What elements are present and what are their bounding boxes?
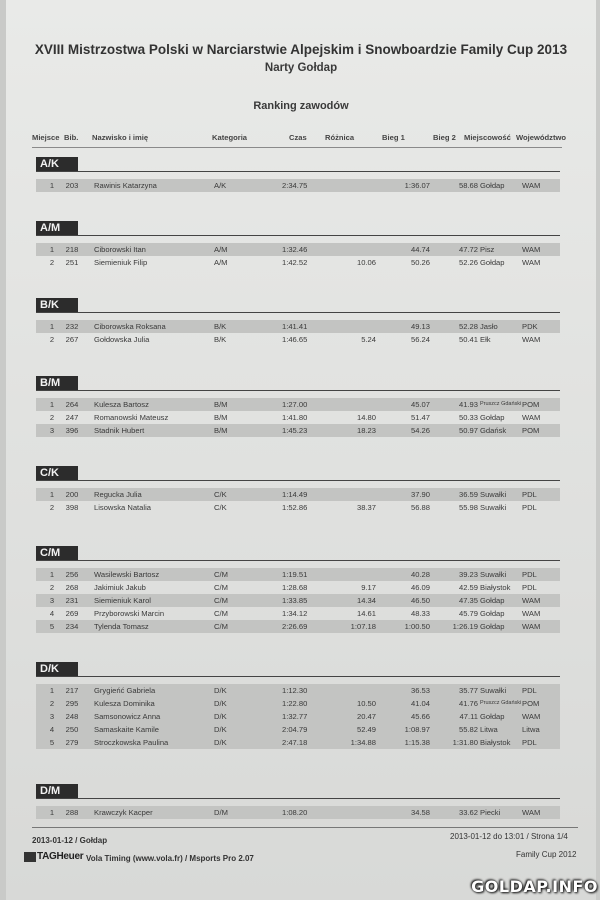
competitor-name: Kulesza Bartosz: [94, 400, 149, 409]
run-2-time: 50.41: [458, 335, 478, 344]
run-1-time: 1:00.50: [404, 622, 430, 631]
column-headers: [32, 133, 567, 148]
voivodeship: WAM: [522, 609, 541, 618]
total-time: 1:46.65: [282, 335, 308, 344]
category: C/M: [214, 609, 228, 618]
run-1-time: 41.04: [410, 699, 430, 708]
competitor-name: Tylenda Tomasz: [94, 622, 149, 631]
category-label: A/K: [36, 157, 78, 171]
position: 5: [49, 738, 55, 747]
category-divider: [36, 798, 560, 799]
run-1-time: 46.50: [410, 596, 430, 605]
competitor-name: Krawczyk Kacper: [94, 808, 153, 817]
town: Suwałki: [480, 686, 507, 695]
table-row: [36, 256, 560, 269]
bib-number: 248: [65, 712, 79, 721]
run-2-time: 52.26: [458, 258, 478, 267]
col-pos: Miejsce: [32, 133, 60, 142]
position: 1: [49, 686, 55, 695]
voivodeship: WAM: [522, 413, 541, 422]
run-2-time: 1:31.80: [452, 738, 478, 747]
position: 1: [49, 245, 55, 254]
time-difference: 52.49: [356, 725, 376, 734]
town: Białystok: [480, 583, 511, 592]
run-2-time: 47.72: [458, 245, 478, 254]
run-2-time: 36.59: [458, 490, 478, 499]
bib-number: 250: [65, 725, 79, 734]
voivodeship: WAM: [522, 258, 541, 267]
bib-number: 396: [65, 426, 79, 435]
competitor-name: Samaskaite Kamile: [94, 725, 159, 734]
bib-number: 264: [65, 400, 79, 409]
category-divider: [36, 390, 560, 391]
voivodeship: WAM: [522, 245, 541, 254]
table-row: [36, 736, 560, 749]
col-run2: Bieg 2: [433, 133, 456, 142]
bib-number: 279: [65, 738, 79, 747]
position: 1: [49, 490, 55, 499]
total-time: 1:28.68: [282, 583, 308, 592]
total-time: 1:41.80: [282, 413, 308, 422]
voivodeship: WAM: [522, 181, 541, 190]
competitor-name: Przyborowski Marcin: [94, 609, 165, 618]
total-time: 1:41.41: [282, 322, 308, 331]
town: Gdańsk: [480, 426, 507, 435]
run-1-time: 40.28: [410, 570, 430, 579]
position: 5: [49, 622, 55, 631]
col-category: Kategoria: [212, 133, 248, 142]
run-1-time: 34.58: [410, 808, 430, 817]
total-time: 1:12.30: [282, 686, 308, 695]
competitor-name: Stadnik Hubert: [94, 426, 145, 435]
voivodeship: PDL: [522, 738, 537, 747]
bib-number: 232: [65, 322, 79, 331]
category: B/K: [214, 335, 227, 344]
table-row: [36, 581, 560, 594]
run-1-time: 37.90: [410, 490, 430, 499]
table-row: [36, 320, 560, 333]
time-difference: 10.50: [356, 699, 376, 708]
competitor-name: Kulesza Dominika: [94, 699, 155, 708]
voivodeship: WAM: [522, 808, 541, 817]
bib-number: 200: [65, 490, 79, 499]
competitor-name: Samsonowicz Anna: [94, 712, 161, 721]
table-row: [36, 243, 560, 256]
category: A/K: [214, 181, 227, 190]
category: D/K: [214, 725, 227, 734]
category: B/M: [214, 400, 228, 409]
position: 2: [49, 583, 55, 592]
category-label: C/M: [36, 546, 78, 560]
col-place: Miejscowość: [464, 133, 511, 142]
category: A/M: [214, 245, 228, 254]
run-2-time: 39.23: [458, 570, 478, 579]
table-row: [36, 620, 560, 633]
category: C/M: [214, 570, 228, 579]
run-1-time: 1:08.97: [404, 725, 430, 734]
position: 2: [49, 413, 55, 422]
town: Gołdap: [480, 413, 505, 422]
position: 3: [49, 712, 55, 721]
voivodeship: POM: [522, 400, 540, 409]
time-difference: 10.06: [356, 258, 376, 267]
bib-number: 256: [65, 570, 79, 579]
position: 2: [49, 503, 55, 512]
category: C/M: [214, 583, 228, 592]
time-difference: 1:34.88: [350, 738, 376, 747]
category: D/M: [214, 808, 228, 817]
town: Gołdap: [480, 181, 505, 190]
bib-number: 268: [65, 583, 79, 592]
table-row: [36, 179, 560, 192]
run-2-time: 50.33: [458, 413, 478, 422]
table-row: [36, 501, 560, 514]
table-row: [36, 723, 560, 736]
town: Gołdap: [480, 712, 505, 721]
town: Suwałki: [480, 490, 507, 499]
table-row: [36, 333, 560, 346]
town: Jasło: [480, 322, 498, 331]
category-label: A/M: [36, 221, 78, 235]
competitor-name: Ciborowska Roksana: [94, 322, 166, 331]
voivodeship: WAM: [522, 596, 541, 605]
position: 1: [49, 181, 55, 190]
run-1-time: 49.13: [410, 322, 430, 331]
town: Litwa: [480, 725, 498, 734]
footer-date-place: 2013-01-12 / Gołdap: [32, 836, 108, 845]
position: 3: [49, 426, 55, 435]
ranking-heading: Ranking zawodów: [253, 100, 349, 112]
category-label: B/M: [36, 376, 78, 390]
category-divider: [36, 312, 560, 313]
total-time: 1:33.85: [282, 596, 308, 605]
position: 3: [49, 596, 55, 605]
town: Piecki: [480, 808, 501, 817]
competitor-name: Regucka Julia: [94, 490, 142, 499]
voivodeship: WAM: [522, 712, 541, 721]
table-row: [36, 684, 560, 697]
category-divider: [36, 235, 560, 236]
run-1-time: 1:15.38: [404, 738, 430, 747]
table-row: [36, 488, 560, 501]
run-2-time: 41.93: [458, 400, 478, 409]
voivodeship: WAM: [522, 622, 541, 631]
town: Pruszcz Gdański: [480, 401, 522, 407]
run-2-time: 50.97: [458, 426, 478, 435]
competitor-name: Lisowska Natalia: [94, 503, 151, 512]
table-row: [36, 398, 560, 411]
col-voivodeship: Województwo: [516, 133, 567, 142]
category-label: C/K: [36, 466, 78, 480]
bib-number: 295: [65, 699, 79, 708]
bib-number: 267: [65, 335, 79, 344]
run-1-time: 1:36.07: [404, 181, 430, 190]
time-difference: 20.47: [356, 712, 376, 721]
run-2-time: 35.77: [458, 686, 478, 695]
run-2-time: 58.68: [458, 181, 478, 190]
category-label: D/M: [36, 784, 78, 798]
col-time: Czas: [289, 133, 307, 142]
table-row: [36, 411, 560, 424]
position: 4: [49, 725, 55, 734]
town: Suwałki: [480, 503, 507, 512]
bib-number: 203: [65, 181, 79, 190]
bib-number: 218: [65, 245, 79, 254]
category-label: B/K: [36, 298, 78, 312]
competitor-name: Siemieniuk Filip: [94, 258, 148, 267]
run-1-time: 45.66: [410, 712, 430, 721]
total-time: 2:04.79: [282, 725, 308, 734]
category: C/M: [214, 596, 228, 605]
site-watermark: GOLDAP.INFO: [471, 877, 598, 896]
town: Suwałki: [480, 570, 507, 579]
category: C/K: [214, 490, 227, 499]
run-1-time: 48.33: [410, 609, 430, 618]
bib-number: 217: [65, 686, 79, 695]
bib-number: 398: [65, 503, 79, 512]
position: 4: [49, 609, 55, 618]
competitor-name: Wasilewski Bartosz: [94, 570, 160, 579]
category-divider: [36, 480, 560, 481]
position: 1: [49, 400, 55, 409]
category-divider: [36, 171, 560, 172]
time-difference: 14.61: [356, 609, 376, 618]
voivodeship: Litwa: [522, 725, 540, 734]
table-row: [36, 710, 560, 723]
position: 2: [49, 335, 55, 344]
table-row: [36, 568, 560, 581]
run-1-time: 56.24: [410, 335, 430, 344]
table-row: [36, 697, 560, 710]
voivodeship: PDL: [522, 490, 537, 499]
total-time: 1:22.80: [282, 699, 308, 708]
competitor-name: Stroczkowska Paulina: [94, 738, 169, 747]
category: A/M: [214, 258, 228, 267]
bib-number: 231: [65, 596, 79, 605]
bib-number: 251: [65, 258, 79, 267]
total-time: 1:14.49: [282, 490, 308, 499]
total-time: 1:32.77: [282, 712, 308, 721]
tagheuer-logo: TAGHeuer: [24, 851, 80, 865]
position: 2: [49, 699, 55, 708]
bib-number: 269: [65, 609, 79, 618]
page-subtitle: Narty Gołdap: [264, 62, 338, 74]
run-2-time: 55.98: [458, 503, 478, 512]
time-difference: 1:07.18: [350, 622, 376, 631]
run-2-time: 41.76: [458, 699, 478, 708]
total-time: 1:32.46: [282, 245, 308, 254]
position: 1: [49, 570, 55, 579]
category: C/M: [214, 622, 228, 631]
category: D/K: [214, 712, 227, 721]
bib-number: 234: [65, 622, 79, 631]
footer-family-cup: Family Cup 2012: [516, 850, 577, 859]
voivodeship: POM: [522, 426, 540, 435]
town: Pisz: [480, 245, 495, 254]
table-row: [36, 594, 560, 607]
total-time: 1:42.52: [282, 258, 308, 267]
category-divider: [36, 560, 560, 561]
competitor-name: Gołdowska Julia: [94, 335, 150, 344]
run-2-time: 33.62: [458, 808, 478, 817]
bib-number: 247: [65, 413, 79, 422]
run-2-time: 1:26.19: [452, 622, 478, 631]
voivodeship: PDL: [522, 583, 537, 592]
total-time: 1:52.86: [282, 503, 308, 512]
total-time: 2:47.18: [282, 738, 308, 747]
table-row: [36, 424, 560, 437]
voivodeship: WAM: [522, 335, 541, 344]
run-1-time: 56.88: [410, 503, 430, 512]
time-difference: 14.34: [356, 596, 376, 605]
col-bib: Bib.: [64, 133, 79, 142]
total-time: 1:34.12: [282, 609, 308, 618]
run-2-time: 52.28: [458, 322, 478, 331]
run-2-time: 47.35: [458, 596, 478, 605]
competitor-name: Siemieniuk Karol: [94, 596, 151, 605]
table-row: [36, 806, 560, 819]
total-time: 1:27.00: [282, 400, 308, 409]
position: 1: [49, 322, 55, 331]
total-time: 1:45.23: [282, 426, 308, 435]
voivodeship: PDL: [522, 570, 537, 579]
town: Gołdap: [480, 596, 505, 605]
category: D/K: [214, 738, 227, 747]
run-1-time: 51.47: [410, 413, 430, 422]
time-difference: 9.17: [361, 583, 376, 592]
competitor-name: Jakimiuk Jakub: [94, 583, 146, 592]
page-title: XVIII Mistrzostwa Polski w Narciarstwie Alpejskim i Snowboardzie Family Cup 2013: [34, 42, 568, 57]
category: B/M: [214, 413, 228, 422]
footer-divider: [32, 827, 578, 828]
time-difference: 18.23: [356, 426, 376, 435]
footer-timestamp: 2013-01-12 do 13:01 / Strona 1/4: [450, 832, 568, 841]
category: C/K: [214, 503, 227, 512]
run-1-time: 46.09: [410, 583, 430, 592]
col-name: Nazwisko i imię: [92, 133, 149, 142]
category: D/K: [214, 686, 227, 695]
category: B/K: [214, 322, 227, 331]
run-2-time: 55.82: [458, 725, 478, 734]
total-time: 2:26.69: [282, 622, 308, 631]
voivodeship: PDL: [522, 503, 537, 512]
town: Białystok: [480, 738, 511, 747]
total-time: 1:08.20: [282, 808, 308, 817]
category: D/K: [214, 699, 227, 708]
time-difference: 38.37: [356, 503, 376, 512]
total-time: 2:34.75: [282, 181, 308, 190]
voivodeship: PDL: [522, 686, 537, 695]
town: Pruszcz Gdański: [480, 700, 522, 706]
category: B/M: [214, 426, 228, 435]
category-divider: [36, 676, 560, 677]
run-1-time: 54.26: [410, 426, 430, 435]
col-run1: Bieg 1: [382, 133, 405, 142]
position: 1: [49, 808, 55, 817]
competitor-name: Romanowski Mateusz: [94, 413, 169, 422]
town: Gołdap: [480, 609, 505, 618]
run-2-time: 47.11: [459, 712, 478, 721]
run-1-time: 45.07: [410, 400, 430, 409]
total-time: 1:19.51: [282, 570, 308, 579]
competitor-name: Rawinis Katarzyna: [94, 181, 157, 190]
footer-timing: Vola Timing (www.vola.fr) / Msports Pro 2.07: [86, 854, 254, 863]
voivodeship: POM: [522, 699, 540, 708]
results-sheet: [6, 0, 596, 900]
run-2-time: 45.79: [458, 609, 478, 618]
run-1-time: 50.26: [410, 258, 430, 267]
voivodeship: PDK: [522, 322, 538, 331]
col-diff: Różnica: [325, 133, 355, 142]
time-difference: 5.24: [361, 335, 376, 344]
time-difference: 14.80: [356, 413, 376, 422]
run-1-time: 44.74: [410, 245, 430, 254]
category-label: D/K: [36, 662, 78, 676]
bib-number: 288: [65, 808, 79, 817]
town: Ełk: [480, 335, 491, 344]
competitor-name: Ciborowski Itan: [94, 245, 146, 254]
run-2-time: 42.59: [458, 583, 478, 592]
competitor-name: Grygieńć Gabriela: [94, 686, 156, 695]
town: Gołdap: [480, 622, 505, 631]
table-row: [36, 607, 560, 620]
position: 2: [49, 258, 55, 267]
town: Gołdap: [480, 258, 505, 267]
run-1-time: 36.53: [410, 686, 430, 695]
